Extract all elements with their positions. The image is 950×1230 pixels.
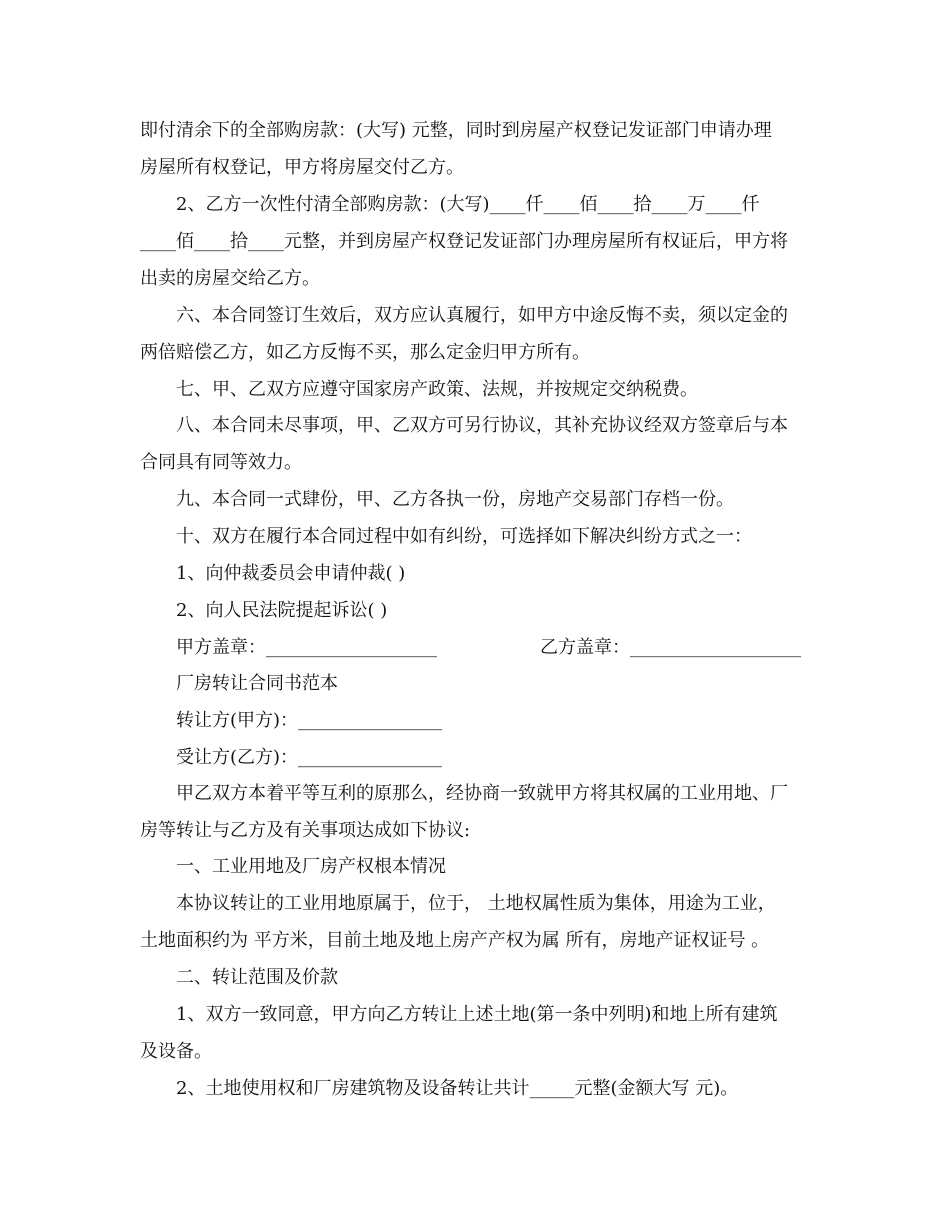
paragraph-line: 土地面积约为 平方米，目前土地及地上房产产权为属 所有，房地产证权证号 。: [140, 930, 770, 951]
paragraph-line: 即付清余下的全部购房款：(大写) 元整，同时到房屋产权登记发证部门申请办理: [140, 120, 772, 141]
paragraph-line: 一、工业用地及厂房产权根本情况: [176, 856, 446, 877]
paragraph-line: 出卖的房屋交给乙方。: [140, 268, 320, 289]
paragraph-line: 2、土地使用权和厂房建筑物及设备转让共计_____元整(金额大写 元)。: [176, 1078, 739, 1099]
paragraph-line: ____佰____拾____元整，并到房屋产权登记发证部门办理房屋所有权证后，甲方将: [140, 231, 788, 252]
paragraph-line: 1、双方一致同意，甲方向乙方转让上述土地(第一条中列明)和地上所有建筑: [176, 1004, 778, 1025]
paragraph-line: 本协议转让的工业用地原属于，位于， 土地权属性质为集体，用途为工业，: [176, 893, 776, 914]
transferor-line: 转让方(甲方)：________________: [176, 710, 443, 731]
paragraph-line: 二、转让范围及价款: [176, 967, 338, 988]
paragraph-line: 合同具有同等效力。: [140, 452, 302, 473]
party-a-seal-line: 甲方盖章：___________________: [176, 637, 437, 658]
paragraph-line: 2、向人民法院提起诉讼( ): [176, 600, 388, 621]
paragraph-line: 六、本合同签订生效后，双方应认真履行，如甲方中途反悔不卖，须以定金的: [176, 305, 788, 326]
paragraph-line: 十、双方在履行本合同过程中如有纠纷，可选择如下解决纠纷方式之一：: [176, 526, 752, 547]
paragraph-line: 八、本合同未尽事项，甲、乙双方可另行协议，其补充协议经双方签章后与本: [176, 415, 788, 436]
party-b-seal-line: 乙方盖章：___________________: [540, 637, 801, 658]
paragraph-line: 九、本合同一式肆份，甲、乙方各执一份，房地产交易部门存档一份。: [176, 489, 734, 510]
paragraph-line: 及设备。: [140, 1041, 212, 1062]
paragraph-line: 甲乙双方本着平等互利的原那么，经协商一致就甲方将其权属的工业用地、厂: [176, 783, 788, 804]
paragraph-line: 七、甲、乙双方应遵守国家房产政策、法规，并按规定交纳税费。: [176, 379, 698, 400]
paragraph-line: 2、乙方一次性付清全部购房款：(大写)____仟____佰____拾____万____仟: [176, 194, 760, 215]
section-title: 厂房转让合同书范本: [176, 673, 338, 694]
paragraph-line: 两倍赔偿乙方，如乙方反悔不买，那么定金归甲方所有。: [140, 342, 590, 363]
paragraph-line: 房屋所有权登记，甲方将房屋交付乙方。: [140, 157, 464, 178]
paragraph-line: 1、向仲裁委员会申请仲裁( ): [176, 563, 406, 584]
transferee-line: 受让方(乙方)：________________: [176, 747, 443, 768]
paragraph-line: 房等转让与乙方及有关事项达成如下协议:: [140, 820, 471, 841]
